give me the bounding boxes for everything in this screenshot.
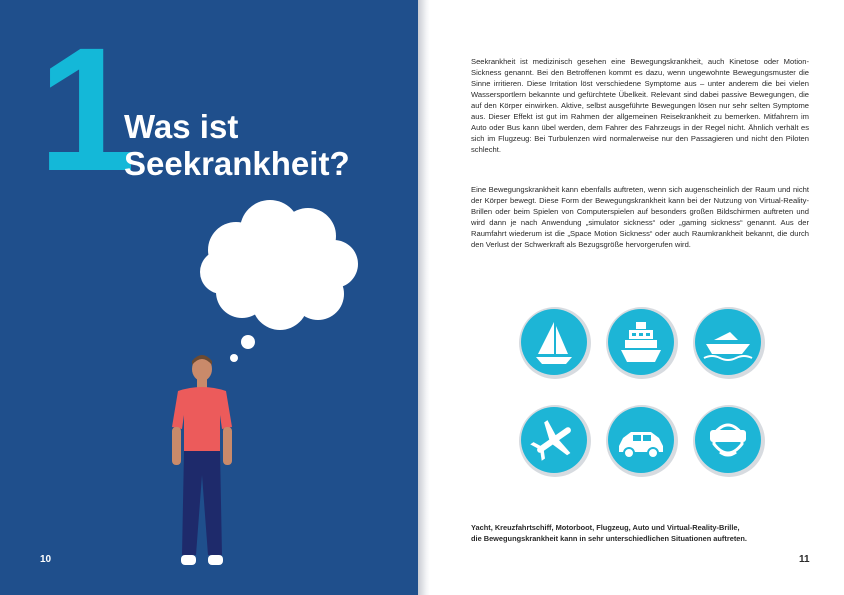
transport-icons-grid	[510, 306, 760, 496]
chapter-number: 1	[38, 12, 132, 208]
thought-bubble-icon	[196, 196, 360, 366]
left-page	[0, 0, 418, 595]
paragraph-1: Seekrankheit ist medizinisch gesehen eine Bewegungskrankheit, auch Kinetose oder Motion-Sickness genannt. Bei den Betroffenen kommt es dazu, wenn ungewohnte Bewegungsmuster die Sinne irritieren. Diese Irritation löst verschiedene Symptome aus – unter anderem die bei vielen Wassersportlern bekannte und gefürchtete Übelkeit. Relevant sind dabei passive Bewegungen, die auf den Körper einwirken. Aktive, selbst ausgeführte Bewegungen lösen nur sehr selten Symptome aus. Dieser Effekt ist gut im Rahmen der allgemeinen Reisekrankheit zu bemerken. Mitfahrern im Auto oder Bus kann übel werden, dem Fahrer des Fahrzeugs in der Regel nicht. Ähnlich verhält es sich im Flugzeug: Bei Turbulenzen wird normalerweise nur den Passagieren und nicht den Piloten schlecht.	[471, 57, 809, 154]
chapter-title-line1: Was ist	[124, 108, 239, 145]
cruise-ship-icon	[605, 306, 679, 380]
caption-line-2: die Bewegungskrankheit kann in sehr unterschiedlichen Situationen auftreten.	[471, 534, 747, 543]
man-figure-icon	[162, 355, 242, 577]
icons-caption	[471, 522, 811, 544]
airplane-icon	[518, 404, 592, 478]
page-number-right: 11	[799, 554, 810, 565]
vr-headset-icon	[692, 404, 766, 478]
motorboat-icon	[692, 306, 766, 380]
caption-line-1: Yacht, Kreuzfahrtschiff, Motorboot, Flugzeug, Auto und Virtual-Reality-Brille,	[471, 523, 740, 532]
chapter-title-line2: Seekrankheit?	[124, 145, 350, 182]
paragraph-2: Eine Bewegungskrankheit kann ebenfalls auftreten, wenn sich augenscheinlich der Raum und nicht der Körper bewegt. Diese Form der Bewegungskrankheit kann bei der Nutzung von Virtual-Reality-Brillen oder beim Spielen von Computerspielen auf besonders großen Bildschirmen auftreten und wird dann je nach Anwendung „simulator sickness“ oder „gaming sickness“ genannt. Aus der Raumfahrt wiederum ist die „Space Motion Sickness“ oder auch Raumkrankheit bekannt, die durch den Verlust der Schwerkraft als Bezugsgröße hervorgerufen wird.	[471, 185, 809, 249]
page-number-left: 10	[40, 554, 52, 565]
chapter-title	[124, 108, 404, 182]
car-icon	[605, 404, 679, 478]
right-page	[430, 0, 844, 595]
sailboat-icon	[518, 306, 592, 380]
book-gutter	[418, 0, 430, 595]
